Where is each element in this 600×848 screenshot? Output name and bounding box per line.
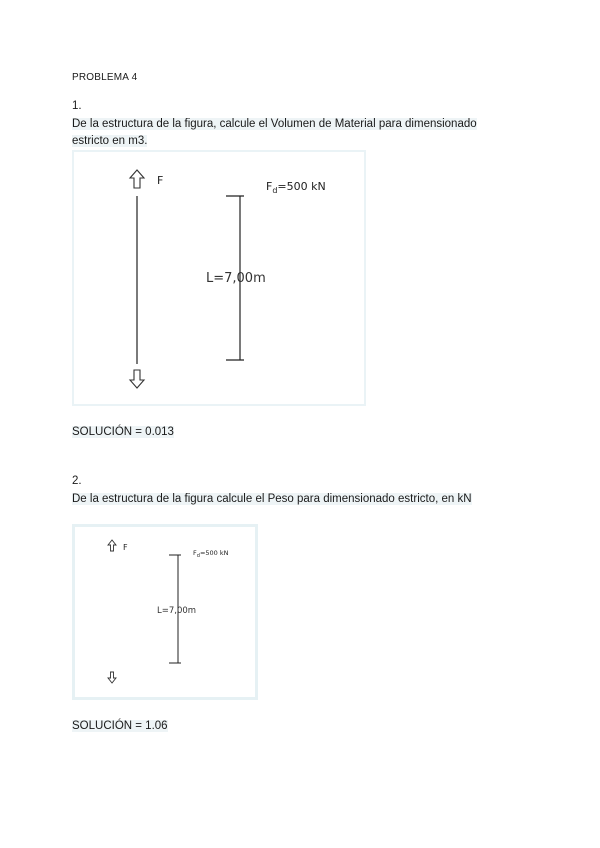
load-label-main: F (193, 549, 197, 557)
load-label-sub: d (272, 186, 278, 195)
force-label: F (123, 543, 128, 552)
problem-2-solution (72, 720, 168, 732)
load-label-value: =500 kN (199, 549, 229, 557)
load-label (193, 549, 229, 559)
force-label: F (157, 174, 164, 187)
load-label-value: =500 kN (277, 180, 326, 193)
problem-1-diagram (74, 152, 364, 404)
load-label-main: F (266, 180, 273, 193)
problem-2-diagram (75, 527, 255, 697)
length-label: L=7,00m (157, 606, 197, 616)
problem-1-solution (72, 426, 174, 438)
force-down-arrow-icon (108, 672, 116, 683)
force-down-arrow-icon (130, 370, 144, 388)
force-up-arrow-icon (108, 540, 116, 551)
problem-2-number: 2. (72, 475, 82, 487)
problem-2-solution-text: SOLUCIÓN = 1.06 (72, 720, 168, 732)
problem-1-solution-text: SOLUCIÓN = 0.013 (72, 426, 174, 438)
problem-1-prompt (72, 116, 522, 150)
problem-1-prompt-line-1: De la estructura de la figura, calcule el Volumen de Material para dimensionado (72, 118, 477, 130)
load-label (266, 180, 326, 195)
page-heading: PROBLEMA 4 (72, 72, 138, 83)
problem-2-figure (72, 524, 258, 700)
load-label-sub: d (196, 553, 200, 559)
problem-1-figure (72, 150, 366, 406)
force-up-arrow-icon (130, 170, 144, 188)
problem-1-prompt-line-2: estricto en m3. (72, 135, 148, 147)
problem-2-prompt (72, 491, 522, 508)
problem-1-number: 1. (72, 100, 82, 112)
length-label: L=7,00m (206, 271, 266, 286)
problem-2-prompt-line-1: De la estructura de la figura calcule el Peso para dimensionado estricto, en kN (72, 493, 472, 505)
